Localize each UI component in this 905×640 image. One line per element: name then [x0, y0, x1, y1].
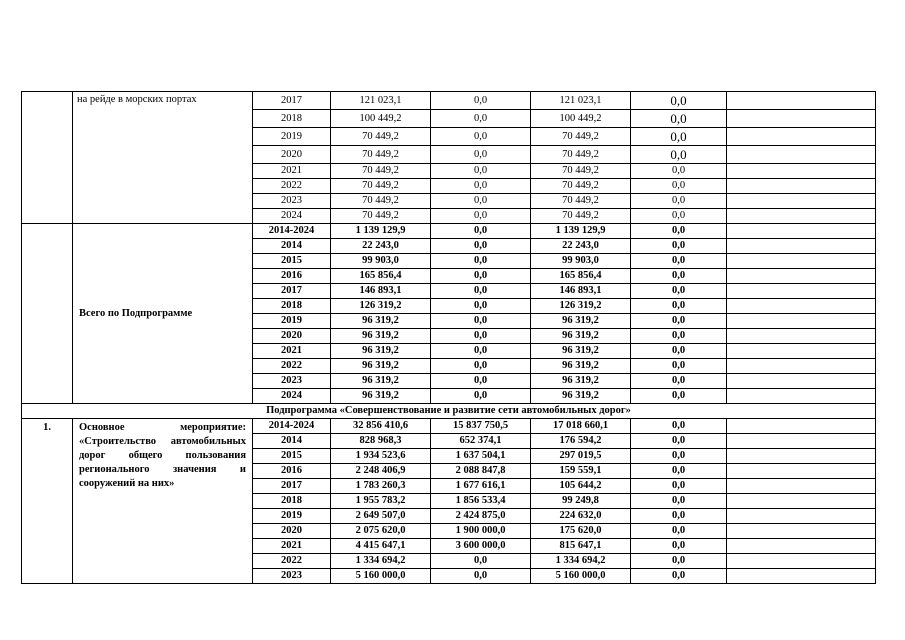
measure-name-cell: Основное мероприятие: «Строительство автомобильных дорог общего пользования регионального значения и сооружений на них» — [73, 419, 253, 584]
total-cell: 96 319,2 — [331, 389, 431, 404]
federal-cell: 0,0 — [431, 554, 531, 569]
total-cell: 70 449,2 — [331, 194, 431, 209]
regional-cell: 815 647,1 — [531, 539, 631, 554]
regional-cell: 1 139 129,9 — [531, 224, 631, 239]
other-cell: 0,0 — [631, 509, 727, 524]
regional-cell: 121 023,1 — [531, 92, 631, 110]
empty-cell — [727, 359, 876, 374]
total-cell: 1 955 783,2 — [331, 494, 431, 509]
regional-cell: 70 449,2 — [531, 128, 631, 146]
empty-cell — [727, 509, 876, 524]
federal-cell: 2 424 875,0 — [431, 509, 531, 524]
empty-cell — [727, 146, 876, 164]
total-cell: 70 449,2 — [331, 146, 431, 164]
total-cell: 96 319,2 — [331, 314, 431, 329]
year-cell: 2019 — [253, 314, 331, 329]
year-cell: 2021 — [253, 344, 331, 359]
other-cell: 0,0 — [631, 164, 727, 179]
other-cell: 0,0 — [631, 569, 727, 584]
regional-cell: 96 319,2 — [531, 344, 631, 359]
regional-cell: 70 449,2 — [531, 146, 631, 164]
regional-cell: 297 019,5 — [531, 449, 631, 464]
empty-cell — [727, 569, 876, 584]
federal-cell: 0,0 — [431, 284, 531, 299]
total-cell: 96 319,2 — [331, 344, 431, 359]
empty-cell — [727, 539, 876, 554]
regional-cell: 70 449,2 — [531, 179, 631, 194]
year-cell: 2023 — [253, 194, 331, 209]
total-cell: 32 856 410,6 — [331, 419, 431, 434]
year-cell: 2018 — [253, 110, 331, 128]
other-cell: 0,0 — [631, 329, 727, 344]
regional-cell: 126 319,2 — [531, 299, 631, 314]
total-cell: 828 968,3 — [331, 434, 431, 449]
year-cell: 2017 — [253, 479, 331, 494]
empty-cell — [727, 179, 876, 194]
federal-cell: 0,0 — [431, 110, 531, 128]
regional-cell: 96 319,2 — [531, 359, 631, 374]
year-cell: 2021 — [253, 164, 331, 179]
empty-cell — [727, 374, 876, 389]
other-cell: 0,0 — [631, 110, 727, 128]
total-cell: 2 075 620,0 — [331, 524, 431, 539]
federal-cell: 0,0 — [431, 179, 531, 194]
federal-cell: 1 637 504,1 — [431, 449, 531, 464]
other-cell: 0,0 — [631, 179, 727, 194]
empty-cell — [727, 254, 876, 269]
total-cell: 1 934 523,6 — [331, 449, 431, 464]
federal-cell: 1 856 533,4 — [431, 494, 531, 509]
subprogram-title: Подпрограмма «Совершенствование и развитие сети автомобильных дорог» — [22, 404, 876, 419]
total-cell: 1 139 129,9 — [331, 224, 431, 239]
year-cell: 2022 — [253, 179, 331, 194]
other-cell: 0,0 — [631, 224, 727, 239]
other-cell: 0,0 — [631, 314, 727, 329]
federal-cell: 0,0 — [431, 569, 531, 584]
other-cell: 0,0 — [631, 359, 727, 374]
year-cell: 2021 — [253, 539, 331, 554]
year-cell: 2015 — [253, 449, 331, 464]
other-cell: 0,0 — [631, 254, 727, 269]
empty-cell — [727, 434, 876, 449]
empty-cell — [727, 449, 876, 464]
year-cell: 2014-2024 — [253, 224, 331, 239]
total-cell: 70 449,2 — [331, 164, 431, 179]
other-cell: 0,0 — [631, 539, 727, 554]
other-cell: 0,0 — [631, 464, 727, 479]
year-cell: 2022 — [253, 359, 331, 374]
total-cell: 165 856,4 — [331, 269, 431, 284]
other-cell: 0,0 — [631, 128, 727, 146]
federal-cell: 0,0 — [431, 359, 531, 374]
other-cell: 0,0 — [631, 374, 727, 389]
federal-cell: 0,0 — [431, 329, 531, 344]
federal-cell: 0,0 — [431, 92, 531, 110]
year-cell: 2017 — [253, 92, 331, 110]
empty-cell — [727, 110, 876, 128]
table-row — [22, 224, 876, 239]
other-cell: 0,0 — [631, 449, 727, 464]
empty-cell — [727, 344, 876, 359]
table-row — [22, 419, 876, 434]
year-cell: 2017 — [253, 284, 331, 299]
empty-cell — [727, 269, 876, 284]
federal-cell: 2 088 847,8 — [431, 464, 531, 479]
regional-cell: 100 449,2 — [531, 110, 631, 128]
regional-cell: 176 594,2 — [531, 434, 631, 449]
funding-table-wrapper — [21, 91, 876, 584]
empty-cell — [727, 224, 876, 239]
empty-cell — [727, 554, 876, 569]
other-cell: 0,0 — [631, 194, 727, 209]
total-cell: 4 415 647,1 — [331, 539, 431, 554]
regional-cell: 70 449,2 — [531, 164, 631, 179]
total-cell: 96 319,2 — [331, 359, 431, 374]
federal-cell: 0,0 — [431, 128, 531, 146]
federal-cell: 0,0 — [431, 314, 531, 329]
other-cell: 0,0 — [631, 239, 727, 254]
total-cell: 1 334 694,2 — [331, 554, 431, 569]
federal-cell: 652 374,1 — [431, 434, 531, 449]
regional-cell: 1 334 694,2 — [531, 554, 631, 569]
year-cell: 2019 — [253, 509, 331, 524]
empty-cell — [727, 464, 876, 479]
federal-cell: 0,0 — [431, 146, 531, 164]
other-cell: 0,0 — [631, 284, 727, 299]
other-cell: 0,0 — [631, 344, 727, 359]
other-cell: 0,0 — [631, 269, 727, 284]
total-cell: 126 319,2 — [331, 299, 431, 314]
total-cell: 2 649 507,0 — [331, 509, 431, 524]
federal-cell: 0,0 — [431, 374, 531, 389]
empty-cell — [727, 299, 876, 314]
empty-cell — [727, 524, 876, 539]
total-cell: 70 449,2 — [331, 209, 431, 224]
total-cell: 100 449,2 — [331, 110, 431, 128]
other-cell: 0,0 — [631, 554, 727, 569]
total-cell: 99 903,0 — [331, 254, 431, 269]
year-cell: 2020 — [253, 146, 331, 164]
regional-cell: 99 903,0 — [531, 254, 631, 269]
federal-cell: 3 600 000,0 — [431, 539, 531, 554]
row-number-cell: 1. — [22, 419, 73, 584]
total-cell: 1 783 260,3 — [331, 479, 431, 494]
year-cell: 2020 — [253, 329, 331, 344]
total-cell: 96 319,2 — [331, 374, 431, 389]
year-cell: 2014 — [253, 239, 331, 254]
federal-cell: 0,0 — [431, 164, 531, 179]
federal-cell: 0,0 — [431, 239, 531, 254]
other-cell: 0,0 — [631, 92, 727, 110]
total-cell: 146 893,1 — [331, 284, 431, 299]
total-cell: 2 248 406,9 — [331, 464, 431, 479]
regional-cell: 17 018 660,1 — [531, 419, 631, 434]
federal-cell: 0,0 — [431, 389, 531, 404]
empty-cell — [727, 479, 876, 494]
regional-cell: 105 644,2 — [531, 479, 631, 494]
other-cell: 0,0 — [631, 299, 727, 314]
federal-cell: 1 900 000,0 — [431, 524, 531, 539]
federal-cell: 0,0 — [431, 209, 531, 224]
year-cell: 2020 — [253, 524, 331, 539]
year-cell: 2022 — [253, 554, 331, 569]
row-number-cell — [22, 92, 73, 224]
other-cell: 0,0 — [631, 479, 727, 494]
empty-cell — [727, 284, 876, 299]
empty-cell — [727, 419, 876, 434]
total-cell: 5 160 000,0 — [331, 569, 431, 584]
year-cell: 2024 — [253, 209, 331, 224]
regional-cell: 165 856,4 — [531, 269, 631, 284]
regional-cell: 96 319,2 — [531, 329, 631, 344]
total-cell: 121 023,1 — [331, 92, 431, 110]
total-cell: 96 319,2 — [331, 329, 431, 344]
federal-cell: 15 837 750,5 — [431, 419, 531, 434]
other-cell: 0,0 — [631, 434, 727, 449]
row-number-cell — [22, 224, 73, 404]
regional-cell: 96 319,2 — [531, 314, 631, 329]
other-cell: 0,0 — [631, 146, 727, 164]
total-cell: 22 243,0 — [331, 239, 431, 254]
year-cell: 2023 — [253, 569, 331, 584]
federal-cell: 0,0 — [431, 299, 531, 314]
regional-cell: 70 449,2 — [531, 209, 631, 224]
regional-cell: 175 620,0 — [531, 524, 631, 539]
empty-cell — [727, 314, 876, 329]
other-cell: 0,0 — [631, 389, 727, 404]
year-cell: 2014-2024 — [253, 419, 331, 434]
empty-cell — [727, 164, 876, 179]
funding-table — [21, 91, 876, 584]
funding-table-body — [22, 92, 876, 584]
federal-cell: 0,0 — [431, 269, 531, 284]
empty-cell — [727, 239, 876, 254]
empty-cell — [727, 209, 876, 224]
federal-cell: 0,0 — [431, 194, 531, 209]
federal-cell: 0,0 — [431, 344, 531, 359]
empty-cell — [727, 128, 876, 146]
total-cell: 70 449,2 — [331, 128, 431, 146]
table-row — [22, 92, 876, 110]
year-cell: 2023 — [253, 374, 331, 389]
federal-cell: 1 677 616,1 — [431, 479, 531, 494]
regional-cell: 5 160 000,0 — [531, 569, 631, 584]
year-cell: 2019 — [253, 128, 331, 146]
regional-cell: 22 243,0 — [531, 239, 631, 254]
year-cell: 2024 — [253, 389, 331, 404]
year-cell: 2018 — [253, 494, 331, 509]
federal-cell: 0,0 — [431, 254, 531, 269]
year-cell: 2016 — [253, 269, 331, 284]
regional-cell: 96 319,2 — [531, 389, 631, 404]
other-cell: 0,0 — [631, 209, 727, 224]
empty-cell — [727, 494, 876, 509]
empty-cell — [727, 92, 876, 110]
year-cell: 2014 — [253, 434, 331, 449]
empty-cell — [727, 329, 876, 344]
year-cell: 2018 — [253, 299, 331, 314]
measure-name-cell: на рейде в морских портах — [73, 92, 253, 224]
other-cell: 0,0 — [631, 524, 727, 539]
regional-cell: 159 559,1 — [531, 464, 631, 479]
total-cell: 70 449,2 — [331, 179, 431, 194]
year-cell: 2016 — [253, 464, 331, 479]
subprogram-total-label: Всего по Подпрограмме — [73, 224, 253, 404]
year-cell: 2015 — [253, 254, 331, 269]
regional-cell: 96 319,2 — [531, 374, 631, 389]
regional-cell: 70 449,2 — [531, 194, 631, 209]
regional-cell: 99 249,8 — [531, 494, 631, 509]
empty-cell — [727, 194, 876, 209]
other-cell: 0,0 — [631, 494, 727, 509]
regional-cell: 224 632,0 — [531, 509, 631, 524]
federal-cell: 0,0 — [431, 224, 531, 239]
empty-cell — [727, 389, 876, 404]
other-cell: 0,0 — [631, 419, 727, 434]
regional-cell: 146 893,1 — [531, 284, 631, 299]
subprogram-heading-row — [22, 404, 876, 419]
